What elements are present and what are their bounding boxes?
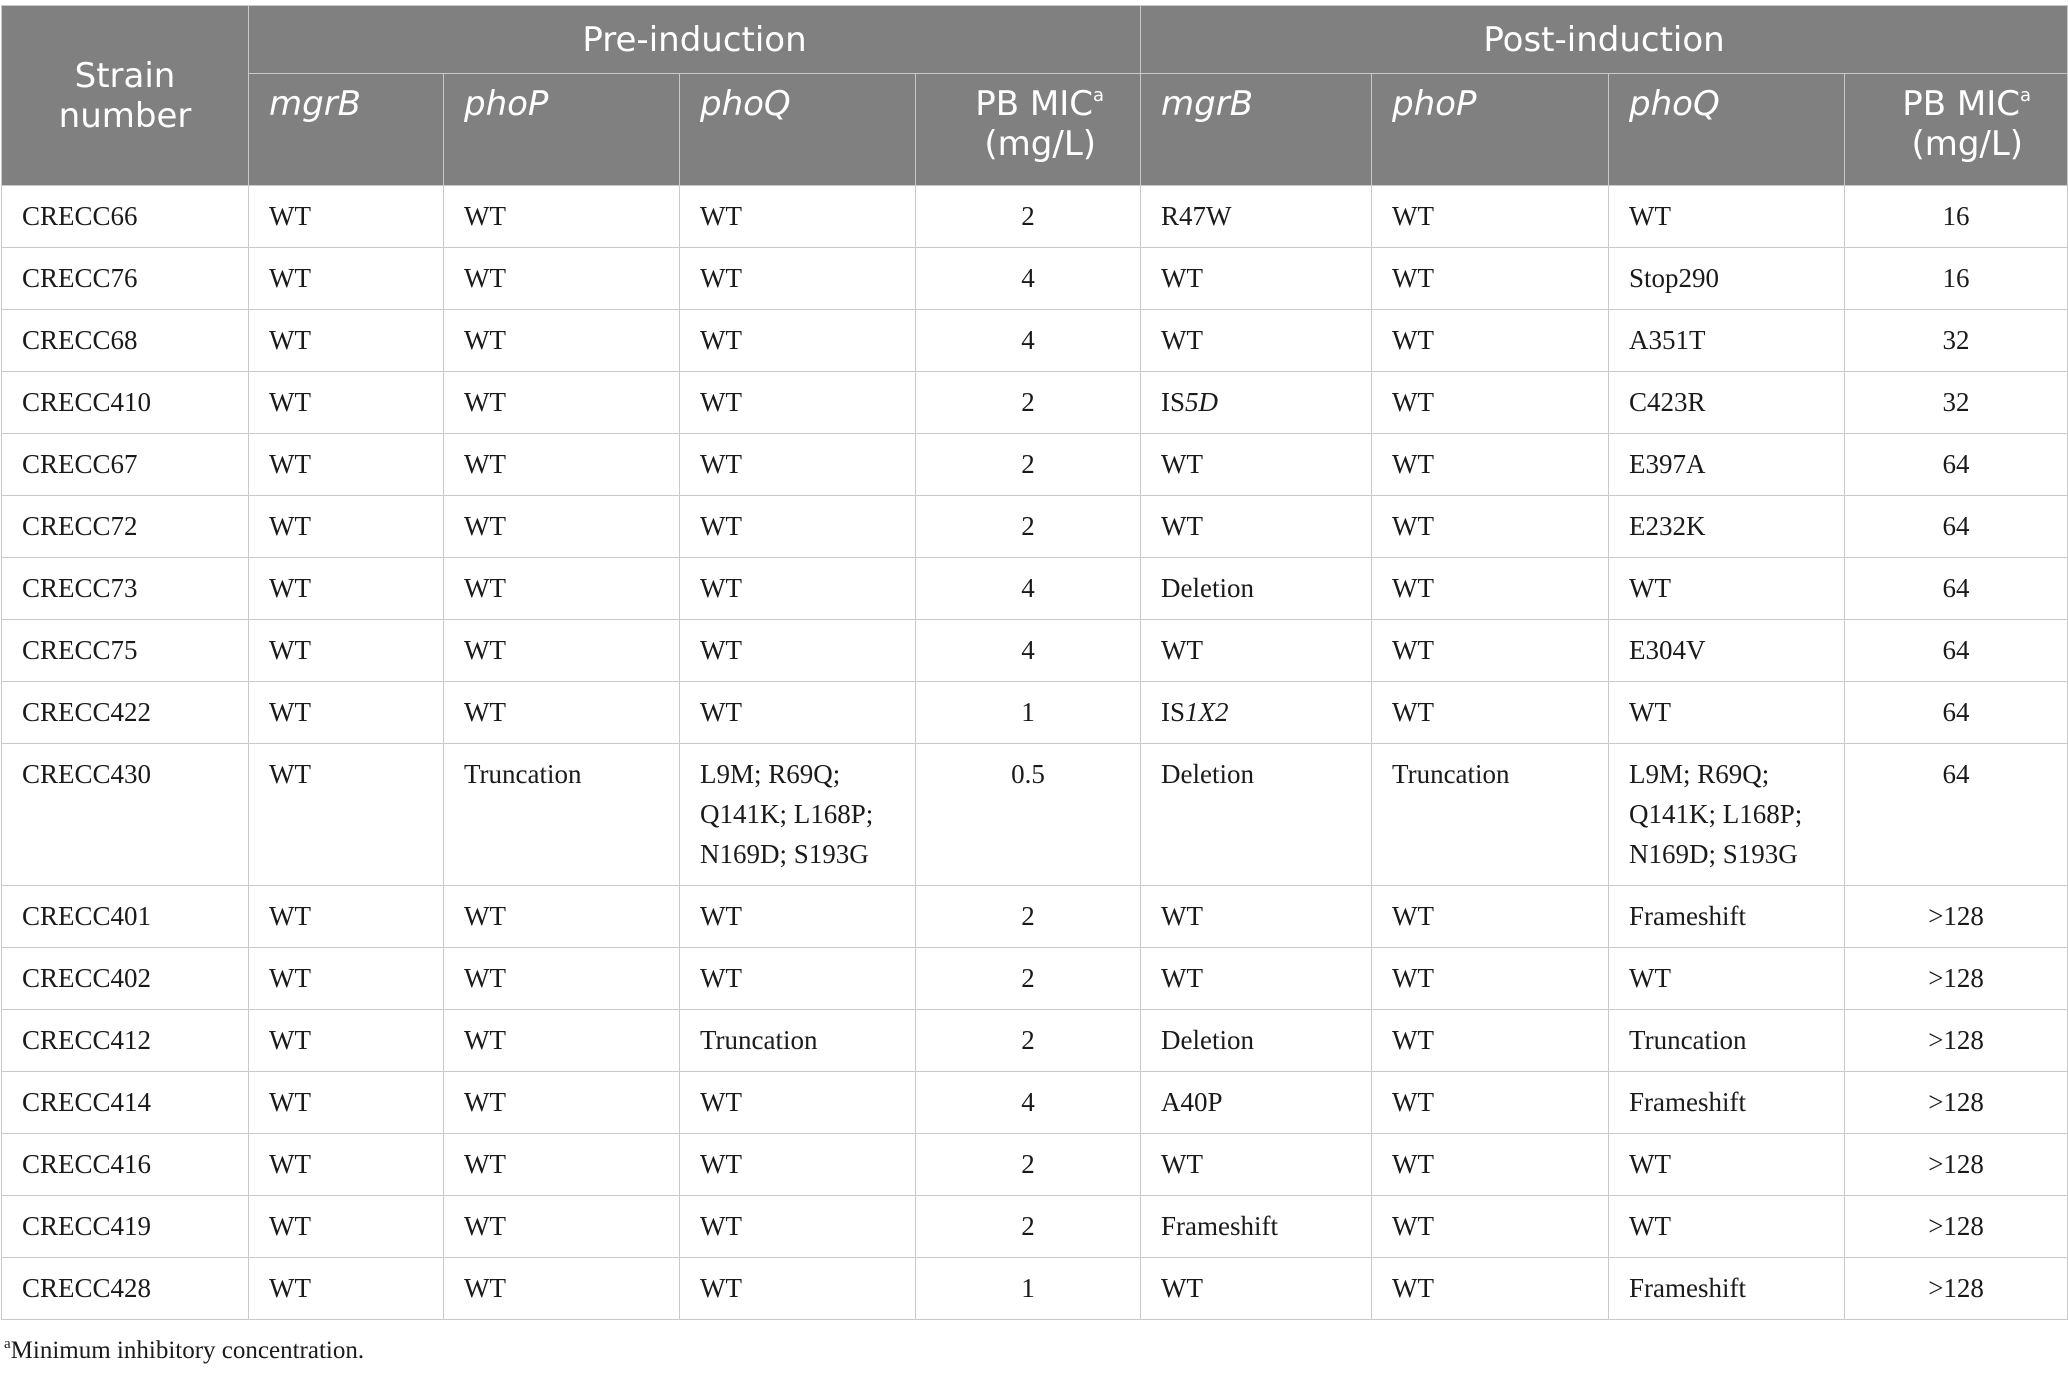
table-row — [2, 248, 2068, 310]
pre-phop-cell: Truncation — [444, 744, 680, 886]
strain-cell: CRECC67 — [2, 434, 249, 496]
post-phop-cell: WT — [1372, 682, 1609, 744]
post-mic-header — [1845, 74, 2068, 186]
pre-mgrb-cell: WT — [249, 434, 444, 496]
post-induction-header: Post-induction — [1141, 6, 2068, 74]
footnote-text: Minimum inhibitory concentration. — [10, 1337, 365, 1364]
pre-phop-cell: WT — [444, 1072, 680, 1134]
post-mgrb-cell: A40P — [1141, 1072, 1372, 1134]
pre-phop-header: phoP — [444, 74, 680, 186]
post-mic-cell: >128 — [1845, 1072, 2068, 1134]
table-body — [2, 186, 2068, 1320]
post-phoq-cell: WT — [1609, 1134, 1845, 1196]
post-mic-cell: 64 — [1845, 620, 2068, 682]
pre-phop-cell: WT — [444, 372, 680, 434]
post-mgrb-cell: WT — [1141, 886, 1372, 948]
table-row — [2, 372, 2068, 434]
strain-cell: CRECC419 — [2, 1196, 249, 1258]
pre-mgrb-cell: WT — [249, 248, 444, 310]
strain-cell: CRECC72 — [2, 496, 249, 558]
post-mgrb-cell: Frameshift — [1141, 1196, 1372, 1258]
post-mic-footnote-marker: a — [2020, 85, 2032, 106]
post-mgrb-cell: WT — [1141, 496, 1372, 558]
post-phop-header: phoP — [1372, 74, 1609, 186]
post-phoq-cell: E397A — [1609, 434, 1845, 496]
pre-phop-cell: WT — [444, 558, 680, 620]
post-mic-cell: >128 — [1845, 1010, 2068, 1072]
pre-phoq-cell: WT — [680, 248, 916, 310]
post-phop-cell: WT — [1372, 310, 1609, 372]
post-phoq-cell: A351T — [1609, 310, 1845, 372]
pre-mic-footnote-marker: a — [1093, 85, 1105, 106]
post-mgrb-cell: Deletion — [1141, 744, 1372, 886]
post-phoq-cell: Stop290 — [1609, 248, 1845, 310]
table-row — [2, 948, 2068, 1010]
post-mic-unit: (mg/L) — [1911, 124, 2024, 164]
post-mic-cell: 32 — [1845, 310, 2068, 372]
post-phoq-cell: Frameshift — [1609, 1258, 1845, 1320]
post-mic-cell: 64 — [1845, 682, 2068, 744]
table-footnote — [4, 1336, 364, 1366]
pre-phoq-cell: WT — [680, 434, 916, 496]
post-phoq-cell: C423R — [1609, 372, 1845, 434]
pre-mgrb-cell: WT — [249, 496, 444, 558]
post-mgrb-cell: WT — [1141, 1134, 1372, 1196]
strain-number-header — [2, 6, 249, 186]
mutation-line: L9M; R69Q; — [1629, 759, 1770, 789]
pre-phoq-cell: WT — [680, 372, 916, 434]
mutation-line: L9M; R69Q; — [700, 759, 841, 789]
footnote-marker: a — [4, 1336, 11, 1352]
strain-cell: CRECC410 — [2, 372, 249, 434]
post-mgrb-cell: WT — [1141, 948, 1372, 1010]
pre-phop-cell: WT — [444, 186, 680, 248]
pre-induction-header: Pre-induction — [249, 6, 1141, 74]
pre-phop-cell: WT — [444, 1258, 680, 1320]
table-row — [2, 558, 2068, 620]
pre-phoq-cell: WT — [680, 186, 916, 248]
strain-cell: CRECC412 — [2, 1010, 249, 1072]
pre-mgrb-cell: WT — [249, 372, 444, 434]
strain-cell: CRECC430 — [2, 744, 249, 886]
post-phop-cell: WT — [1372, 1072, 1609, 1134]
post-phoq-cell: WT — [1609, 1196, 1845, 1258]
pre-phop-cell: WT — [444, 1010, 680, 1072]
pre-phoq-cell: WT — [680, 558, 916, 620]
strain-header-line2: number — [58, 95, 192, 136]
post-mgrb-cell: Deletion — [1141, 558, 1372, 620]
post-mgrb-cell — [1141, 372, 1372, 434]
pre-mic-cell: 2 — [916, 1134, 1141, 1196]
post-phop-cell: WT — [1372, 434, 1609, 496]
post-mic-cell: >128 — [1845, 1134, 2068, 1196]
pre-mic-unit: (mg/L) — [984, 124, 1097, 164]
post-mgrb-cell — [1141, 682, 1372, 744]
table-row — [2, 434, 2068, 496]
post-phop-cell: WT — [1372, 558, 1609, 620]
mutation-line: Q141K; L168P; — [1629, 799, 1803, 829]
table-row — [2, 1134, 2068, 1196]
post-phoq-header: phoQ — [1609, 74, 1845, 186]
post-phoq-cell — [1609, 744, 1845, 886]
post-phop-cell: WT — [1372, 186, 1609, 248]
pre-phoq-cell: WT — [680, 620, 916, 682]
pre-mic-cell: 4 — [916, 248, 1141, 310]
post-phoq-cell: E304V — [1609, 620, 1845, 682]
pre-mic-label: PB MIC — [975, 84, 1093, 124]
pre-mic-cell: 1 — [916, 1258, 1141, 1320]
table-row — [2, 1258, 2068, 1320]
pre-phop-cell: WT — [444, 310, 680, 372]
post-mgrb-cell: Deletion — [1141, 1010, 1372, 1072]
pre-mgrb-cell: WT — [249, 1258, 444, 1320]
post-phop-cell: WT — [1372, 948, 1609, 1010]
pre-phop-cell: WT — [444, 620, 680, 682]
pre-phop-cell: WT — [444, 434, 680, 496]
strain-cell: CRECC66 — [2, 186, 249, 248]
insertion-prefix: IS — [1161, 697, 1186, 727]
table-row — [2, 1072, 2068, 1134]
pre-mgrb-cell: WT — [249, 310, 444, 372]
pre-phoq-cell: WT — [680, 496, 916, 558]
table-row — [2, 1196, 2068, 1258]
table-row — [2, 1010, 2068, 1072]
post-phoq-cell: WT — [1609, 186, 1845, 248]
post-mic-cell: 16 — [1845, 186, 2068, 248]
strain-cell: CRECC422 — [2, 682, 249, 744]
post-mic-cell: 64 — [1845, 434, 2068, 496]
header-sub-row — [2, 74, 2068, 186]
strain-cell: CRECC428 — [2, 1258, 249, 1320]
post-phop-cell: WT — [1372, 248, 1609, 310]
pre-mic-cell: 2 — [916, 1196, 1141, 1258]
pre-phop-cell: WT — [444, 682, 680, 744]
post-phoq-cell: Frameshift — [1609, 1072, 1845, 1134]
strain-cell: CRECC401 — [2, 886, 249, 948]
pre-mgrb-cell: WT — [249, 1134, 444, 1196]
post-phop-cell: WT — [1372, 1010, 1609, 1072]
table-row — [2, 496, 2068, 558]
pre-mic-cell: 1 — [916, 682, 1141, 744]
post-phop-cell: WT — [1372, 1258, 1609, 1320]
pre-phoq-cell: WT — [680, 948, 916, 1010]
post-phop-cell: WT — [1372, 496, 1609, 558]
strain-cell: CRECC402 — [2, 948, 249, 1010]
insertion-element-name: 1X2 — [1185, 697, 1229, 727]
post-mic-cell: >128 — [1845, 948, 2068, 1010]
post-phop-cell: WT — [1372, 886, 1609, 948]
table-row — [2, 682, 2068, 744]
pre-mgrb-cell: WT — [249, 186, 444, 248]
post-phoq-cell: Frameshift — [1609, 886, 1845, 948]
post-phop-cell: WT — [1372, 372, 1609, 434]
pre-phoq-cell: WT — [680, 1134, 916, 1196]
pre-phoq-cell: WT — [680, 1196, 916, 1258]
pre-phoq-cell — [680, 744, 916, 886]
table-row — [2, 186, 2068, 248]
strain-cell: CRECC76 — [2, 248, 249, 310]
post-mgrb-cell: WT — [1141, 620, 1372, 682]
pre-phop-cell: WT — [444, 1196, 680, 1258]
post-phoq-cell: WT — [1609, 558, 1845, 620]
post-phop-cell: WT — [1372, 1134, 1609, 1196]
pre-mic-cell: 2 — [916, 948, 1141, 1010]
post-mgrb-cell: WT — [1141, 1258, 1372, 1320]
pre-mgrb-cell: WT — [249, 948, 444, 1010]
pre-mgrb-cell: WT — [249, 558, 444, 620]
post-mic-cell: >128 — [1845, 1196, 2068, 1258]
strain-cell: CRECC68 — [2, 310, 249, 372]
pre-mic-cell: 2 — [916, 496, 1141, 558]
mutation-line: N169D; S193G — [1629, 839, 1798, 869]
post-phoq-cell: E232K — [1609, 496, 1845, 558]
pre-phoq-cell: WT — [680, 1072, 916, 1134]
post-mgrb-cell: WT — [1141, 248, 1372, 310]
pre-mgrb-cell: WT — [249, 1196, 444, 1258]
post-mgrb-cell: WT — [1141, 434, 1372, 496]
strain-header-line1: Strain — [74, 55, 176, 96]
pre-mgrb-cell: WT — [249, 886, 444, 948]
post-phoq-cell: WT — [1609, 682, 1845, 744]
post-mic-cell: >128 — [1845, 1258, 2068, 1320]
pre-mic-cell: 0.5 — [916, 744, 1141, 886]
table-row — [2, 310, 2068, 372]
pre-phop-cell: WT — [444, 248, 680, 310]
strain-cell: CRECC73 — [2, 558, 249, 620]
table-row — [2, 620, 2068, 682]
pre-mgrb-cell: WT — [249, 682, 444, 744]
strain-cell: CRECC75 — [2, 620, 249, 682]
pre-phop-cell: WT — [444, 496, 680, 558]
pre-phoq-cell: WT — [680, 682, 916, 744]
pre-mgrb-cell: WT — [249, 1072, 444, 1134]
pre-phop-cell: WT — [444, 1134, 680, 1196]
pre-mic-cell: 4 — [916, 310, 1141, 372]
pre-mic-cell: 2 — [916, 886, 1141, 948]
post-mgrb-cell: WT — [1141, 310, 1372, 372]
post-phoq-cell: WT — [1609, 948, 1845, 1010]
mutation-line: N169D; S193G — [700, 839, 869, 869]
pre-mic-cell: 2 — [916, 372, 1141, 434]
pre-mic-cell: 2 — [916, 434, 1141, 496]
resistance-table — [1, 5, 2068, 1320]
pre-mic-cell: 4 — [916, 1072, 1141, 1134]
post-mic-cell: 64 — [1845, 496, 2068, 558]
pre-phoq-cell: WT — [680, 310, 916, 372]
post-mic-label: PB MIC — [1902, 84, 2021, 124]
post-phoq-cell: Truncation — [1609, 1010, 1845, 1072]
pre-mgrb-header: mgrB — [249, 74, 444, 186]
post-mic-cell: 32 — [1845, 372, 2068, 434]
pre-mic-cell: 2 — [916, 186, 1141, 248]
post-mic-cell: 64 — [1845, 558, 2068, 620]
pre-mgrb-cell: WT — [249, 1010, 444, 1072]
post-phop-cell: WT — [1372, 620, 1609, 682]
post-mgrb-header: mgrB — [1141, 74, 1372, 186]
mutation-line: Q141K; L168P; — [700, 799, 874, 829]
pre-phoq-header: phoQ — [680, 74, 916, 186]
post-phop-cell: Truncation — [1372, 744, 1609, 886]
pre-phop-cell: WT — [444, 948, 680, 1010]
table-row — [2, 744, 2068, 886]
post-mic-cell: 64 — [1845, 744, 2068, 886]
pre-mic-cell: 4 — [916, 620, 1141, 682]
pre-mgrb-cell: WT — [249, 744, 444, 886]
pre-mgrb-cell: WT — [249, 620, 444, 682]
pre-mic-cell: 2 — [916, 1010, 1141, 1072]
table-header — [2, 6, 2068, 186]
insertion-element-name: 5D — [1185, 387, 1219, 417]
strain-cell: CRECC414 — [2, 1072, 249, 1134]
pre-phoq-cell: WT — [680, 1258, 916, 1320]
pre-phop-cell: WT — [444, 886, 680, 948]
pre-mic-cell: 4 — [916, 558, 1141, 620]
insertion-prefix: IS — [1161, 387, 1186, 417]
pre-mic-header — [916, 74, 1141, 186]
post-mgrb-cell: R47W — [1141, 186, 1372, 248]
post-mic-cell: >128 — [1845, 886, 2068, 948]
post-phop-cell: WT — [1372, 1196, 1609, 1258]
pre-phoq-cell: Truncation — [680, 1010, 916, 1072]
table-row — [2, 886, 2068, 948]
strain-cell: CRECC416 — [2, 1134, 249, 1196]
post-mic-cell: 16 — [1845, 248, 2068, 310]
pre-phoq-cell: WT — [680, 886, 916, 948]
header-group-row — [2, 6, 2068, 74]
